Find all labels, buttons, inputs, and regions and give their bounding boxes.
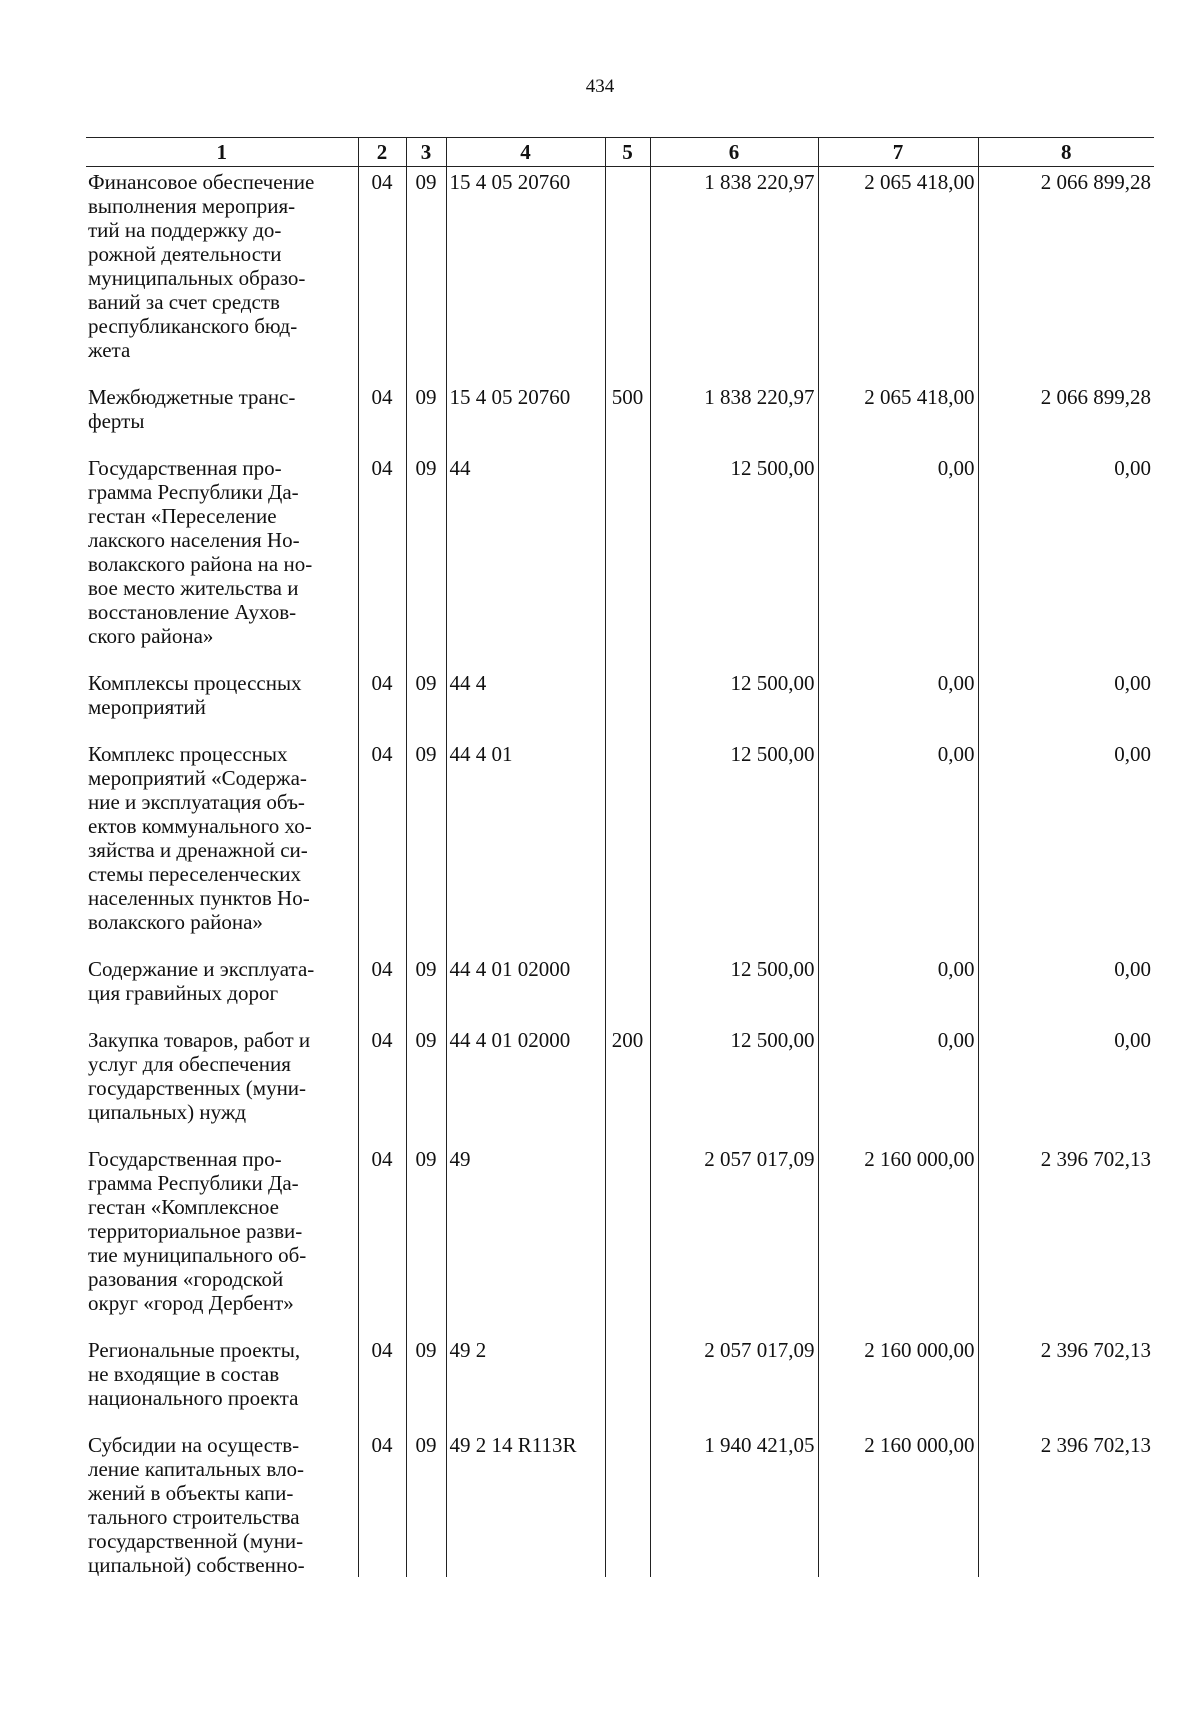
row-name-line: волакского района»: [88, 910, 263, 934]
cell-expense-type: [605, 742, 650, 957]
cell-expense-type: [605, 1433, 650, 1577]
row-name-line: тий на поддержку до-: [88, 218, 282, 242]
cell-section: 04: [358, 167, 406, 386]
cell-target-article: 15 4 05 20760: [446, 385, 605, 456]
row-name-line: вое место жительства и: [88, 576, 299, 600]
cell-section: 04: [358, 385, 406, 456]
header-col-7: 7: [818, 138, 978, 167]
header-col-1: 1: [86, 138, 358, 167]
row-name-line: стемы переселенческих: [88, 862, 301, 886]
row-name-line: тие муниципального об-: [88, 1243, 307, 1267]
row-name-line: Комплекс процессных: [88, 742, 288, 766]
table-row: [86, 1028, 1154, 1147]
cell-subsection: 09: [406, 1433, 446, 1577]
cell-amount-year-2: 2 160 000,00: [818, 1147, 978, 1338]
cell-section: 04: [358, 456, 406, 671]
cell-amount-year-2: 2 065 418,00: [818, 385, 978, 456]
cell-amount-year-1: 12 500,00: [650, 742, 818, 957]
row-name-line: государственной (муни-: [88, 1529, 304, 1553]
cell-target-article: 44 4: [446, 671, 605, 742]
row-name: [86, 456, 358, 671]
cell-amount-year-1: 1 838 220,97: [650, 385, 818, 456]
row-name-line: ние и эксплуатация объ-: [88, 790, 305, 814]
cell-amount-year-3: 2 396 702,13: [978, 1433, 1154, 1577]
cell-expense-type: [605, 671, 650, 742]
cell-amount-year-2: 0,00: [818, 957, 978, 1028]
row-name-line: ваний за счет средств: [88, 290, 280, 314]
header-col-5: 5: [605, 138, 650, 167]
cell-amount-year-3: 0,00: [978, 1028, 1154, 1147]
cell-amount-year-1: 12 500,00: [650, 456, 818, 671]
row-name-line: муниципальных образо-: [88, 266, 306, 290]
table-row: [86, 1433, 1154, 1577]
table-row: [86, 742, 1154, 957]
cell-amount-year-3: 0,00: [978, 671, 1154, 742]
cell-amount-year-3: 2 396 702,13: [978, 1338, 1154, 1433]
row-name: [86, 957, 358, 1028]
cell-section: 04: [358, 742, 406, 957]
header-col-4: 4: [446, 138, 605, 167]
row-name-line: Содержание и эксплуата-: [88, 957, 315, 981]
row-name-line: Закупка товаров, работ и: [88, 1028, 311, 1052]
cell-expense-type: [605, 1147, 650, 1338]
cell-expense-type: [605, 456, 650, 671]
cell-amount-year-3: 0,00: [978, 957, 1154, 1028]
table-row: [86, 957, 1154, 1028]
cell-target-article: 15 4 05 20760: [446, 167, 605, 386]
cell-amount-year-1: 1 940 421,05: [650, 1433, 818, 1577]
row-name-line: выполнения мероприя-: [88, 194, 296, 218]
row-name-line: зяйства и дренажной си-: [88, 838, 308, 862]
row-name-line: округ «город Дербент»: [88, 1291, 294, 1315]
cell-section: 04: [358, 1338, 406, 1433]
cell-amount-year-3: 0,00: [978, 742, 1154, 957]
cell-target-article: 44 4 01 02000: [446, 1028, 605, 1147]
cell-subsection: 09: [406, 167, 446, 386]
row-name-line: не входящие в состав: [88, 1362, 280, 1386]
page-number: 434: [585, 76, 615, 97]
cell-target-article: 49: [446, 1147, 605, 1338]
cell-section: 04: [358, 1028, 406, 1147]
budget-table: [86, 137, 1154, 1577]
cell-amount-year-2: 2 160 000,00: [818, 1338, 978, 1433]
cell-amount-year-1: 2 057 017,09: [650, 1147, 818, 1338]
row-name: [86, 742, 358, 957]
row-name: [86, 1147, 358, 1338]
table-row: [86, 671, 1154, 742]
header-col-2: 2: [358, 138, 406, 167]
cell-subsection: 09: [406, 671, 446, 742]
row-name-line: ферты: [88, 409, 145, 433]
cell-amount-year-2: 0,00: [818, 1028, 978, 1147]
row-name-line: лакского населения Но-: [88, 528, 300, 552]
table-body: [86, 167, 1154, 1578]
cell-amount-year-1: 2 057 017,09: [650, 1338, 818, 1433]
cell-amount-year-3: 0,00: [978, 456, 1154, 671]
cell-amount-year-2: 0,00: [818, 671, 978, 742]
row-name-line: рожной деятельности: [88, 242, 282, 266]
cell-amount-year-1: 12 500,00: [650, 957, 818, 1028]
cell-target-article: 44: [446, 456, 605, 671]
row-name-line: территориальное разви-: [88, 1219, 303, 1243]
row-name-line: гестан «Переселение: [88, 504, 277, 528]
row-name-line: Государственная про-: [88, 456, 282, 480]
table-row: [86, 1147, 1154, 1338]
cell-amount-year-2: 2 065 418,00: [818, 167, 978, 386]
cell-target-article: 44 4 01: [446, 742, 605, 957]
cell-amount-year-1: 1 838 220,97: [650, 167, 818, 386]
table-row: [86, 456, 1154, 671]
cell-subsection: 09: [406, 1338, 446, 1433]
row-name-line: услуг для обеспечения: [88, 1052, 291, 1076]
row-name-line: ского района»: [88, 624, 214, 648]
table-row: [86, 167, 1154, 386]
cell-amount-year-2: 0,00: [818, 456, 978, 671]
cell-target-article: 49 2 14 R113R: [446, 1433, 605, 1577]
cell-amount-year-3: 2 066 899,28: [978, 385, 1154, 456]
cell-expense-type: [605, 957, 650, 1028]
row-name: [86, 385, 358, 456]
cell-subsection: 09: [406, 456, 446, 671]
row-name-line: гестан «Комплексное: [88, 1195, 279, 1219]
cell-expense-type: [605, 1338, 650, 1433]
header-col-8: 8: [978, 138, 1154, 167]
row-name-line: Комплексы процессных: [88, 671, 302, 695]
row-name-line: Финансовое обеспечение: [88, 170, 315, 194]
row-name-line: Межбюджетные транс-: [88, 385, 296, 409]
row-name-line: Региональные проекты,: [88, 1338, 301, 1362]
row-name-line: волакского района на но-: [88, 552, 313, 576]
cell-subsection: 09: [406, 957, 446, 1028]
row-name-line: Государственная про-: [88, 1147, 282, 1171]
row-name-line: ципальной) собственно-: [88, 1553, 305, 1577]
row-name-line: национального проекта: [88, 1386, 299, 1410]
cell-expense-type: 500: [605, 385, 650, 456]
row-name-line: жета: [88, 338, 131, 362]
cell-subsection: 09: [406, 385, 446, 456]
row-name-line: грамма Республики Да-: [88, 480, 299, 504]
table-header-row: [86, 138, 1154, 167]
row-name-line: восстановление Аухов-: [88, 600, 297, 624]
cell-expense-type: 200: [605, 1028, 650, 1147]
cell-section: 04: [358, 671, 406, 742]
row-name-line: ципальных) нужд: [88, 1100, 247, 1124]
cell-subsection: 09: [406, 1028, 446, 1147]
cell-amount-year-3: 2 396 702,13: [978, 1147, 1154, 1338]
row-name-line: населенных пунктов Но-: [88, 886, 310, 910]
row-name: [86, 167, 358, 386]
row-name-line: Субсидии на осуществ-: [88, 1433, 300, 1457]
row-name-line: ление капитальных вло-: [88, 1457, 304, 1481]
header-col-6: 6: [650, 138, 818, 167]
table-row: [86, 385, 1154, 456]
cell-amount-year-2: 0,00: [818, 742, 978, 957]
row-name-line: разования «городской: [88, 1267, 284, 1291]
row-name: [86, 671, 358, 742]
row-name-line: ектов коммунального хо-: [88, 814, 312, 838]
row-name-line: республиканского бюд-: [88, 314, 298, 338]
cell-section: 04: [358, 1147, 406, 1338]
cell-expense-type: [605, 167, 650, 386]
row-name: [86, 1338, 358, 1433]
cell-section: 04: [358, 1433, 406, 1577]
cell-amount-year-3: 2 066 899,28: [978, 167, 1154, 386]
cell-amount-year-1: 12 500,00: [650, 671, 818, 742]
row-name-line: мероприятий: [88, 695, 206, 719]
row-name-line: тального строительства: [88, 1505, 300, 1529]
row-name-line: мероприятий «Содержа-: [88, 766, 307, 790]
cell-target-article: 49 2: [446, 1338, 605, 1433]
row-name-line: жений в объекты капи-: [88, 1481, 294, 1505]
row-name-line: ция гравийных дорог: [88, 981, 279, 1005]
cell-amount-year-2: 2 160 000,00: [818, 1433, 978, 1577]
cell-subsection: 09: [406, 1147, 446, 1338]
row-name-line: грамма Республики Да-: [88, 1171, 299, 1195]
row-name: [86, 1433, 358, 1577]
row-name: [86, 1028, 358, 1147]
table-row: [86, 1338, 1154, 1433]
cell-target-article: 44 4 01 02000: [446, 957, 605, 1028]
cell-amount-year-1: 12 500,00: [650, 1028, 818, 1147]
header-col-3: 3: [406, 138, 446, 167]
row-name-line: государственных (муни-: [88, 1076, 307, 1100]
cell-subsection: 09: [406, 742, 446, 957]
cell-section: 04: [358, 957, 406, 1028]
